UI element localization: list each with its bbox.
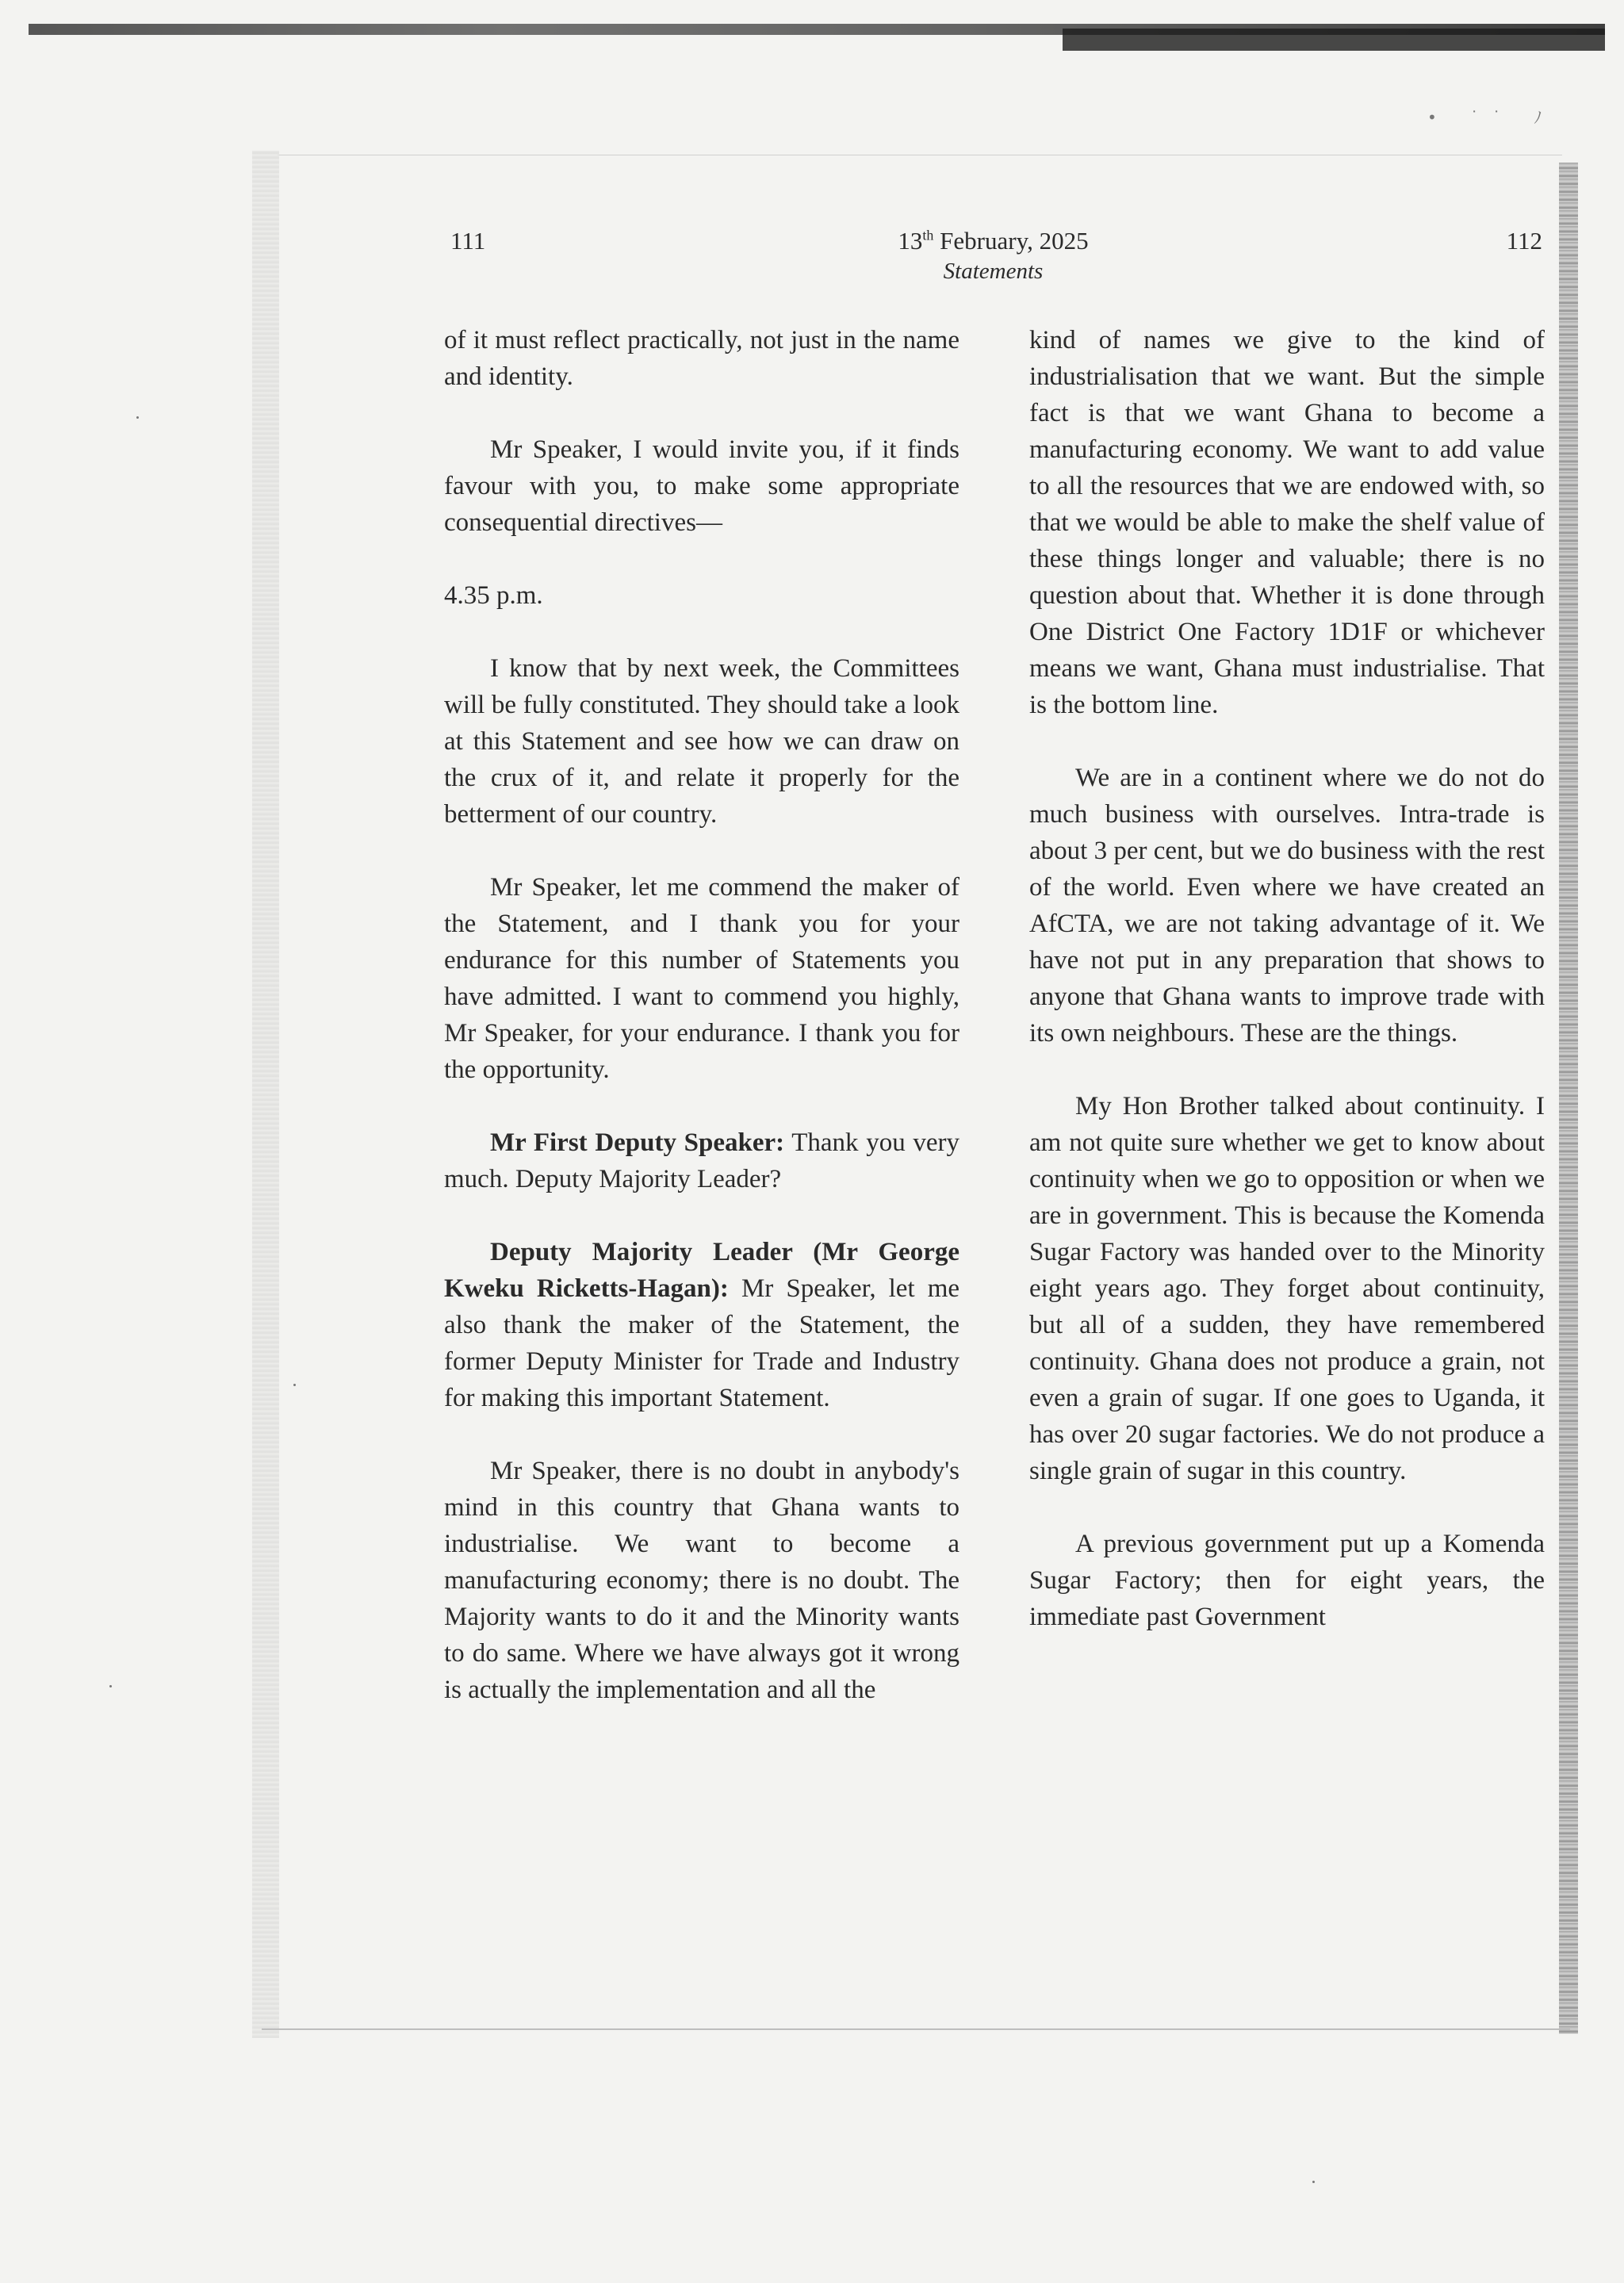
timestamp: 4.35 p.m. [444,581,543,610]
page-binding-right [1559,163,1578,2034]
page-binding-left [252,151,279,2038]
section-title: Statements [943,259,1044,284]
speck [109,1685,112,1687]
page-header [444,224,1542,287]
page-number-right: 112 [1506,227,1542,255]
left-column [444,322,959,1745]
paragraph: of it must reflect practically, not just in the name and identity. [444,326,959,391]
speaker-paragraph: Mr First Deputy Speaker: Thank you very much. Deputy Majority Leader? [444,1128,959,1193]
scan-shadow-top-dark [1063,29,1605,51]
paragraph: A previous government put up a Komenda Sugar Factory; then for eight years, the immediate past Government [1029,1530,1545,1631]
page-number-left: 111 [450,227,486,255]
speck [136,416,139,419]
paragraph: Mr Speaker, there is no doubt in anybody's mind in this country that Ghana wants to industrialise. We want to become a manufacturing economy; there is no doubt. The Majority wants to do it and the Minority wants to do same. Where we have always got it wrong is actually the implementation and all the [444,1457,959,1704]
paragraph: I know that by next week, the Committees will be fully constituted. They should take a look at this Statement and see how we can draw on the crux of it, and relate it properly for the betterment of our country. [444,654,959,829]
right-column [1029,322,1545,1672]
page-date: 13th February, 2025 [898,227,1089,255]
page-bottom-edge [262,2028,1570,2030]
paragraph: We are in a continent where we do not do much business with ourselves. Intra-trade is about 3 per cent, but we do business with the rest of the world. Even where we have created an AfCTA, we are not taking advantage of it. We have not put in any preparation that shows to anyone that Ghana wants to improve trade with its own neighbours. These are the things. [1029,764,1545,1048]
speck [1312,2181,1315,2183]
paragraph: Mr Speaker, let me commend the maker of the Statement, and I thank you for your endurance for this number of Statements you have admitted. I want to commend you highly, Mr Speaker, for your endurance. I thank you for the opportunity. [444,873,959,1084]
speaker-name: Deputy Majority Leader (Mr George Kweku Ricketts-Hagan): [444,1238,959,1303]
speaker-name: Mr First Deputy Speaker: [490,1128,785,1157]
stray-ink-marks: • ˙˙ ﾉ [1427,108,1557,127]
paragraph: My Hon Brother talked about continuity. I am not quite sure whether we get to know about continuity when we go to opposition or when we are in government. This is because the Komenda Sugar Factory was handed over to the Minority eight years ago. They forget about continuity, but all of a sudden, they have remembered continuity. Ghana does not produce a grain, not even a grain of sugar. If one goes to Uganda, it has over 20 sugar factories. We do not produce a single grain of sugar in this country. [1029,1092,1545,1485]
speaker-paragraph: Deputy Majority Leader (Mr George Kweku Ricketts-Hagan): Mr Speaker, let me also thank the maker of the Statement, the former Deputy Minister for Trade and Industry for making this important Statement. [444,1238,960,1412]
paragraph: Mr Speaker, I would invite you, if it finds favour with you, to make some appropriate consequential directives— [444,435,959,537]
paragraph: kind of names we give to the kind of industrialisation that we want. But the simple fact is that we want Ghana to become a manufacturing economy. We want to add value to all the resources that we are endowed with, so that we would be able to make the shelf value of these things longer and valuable; there is no question about that. Whether it is done through One District One Factory 1D1F or whichever means we want, Ghana must industrialise. That is the bottom line. [1029,326,1545,719]
speck [293,1384,296,1386]
